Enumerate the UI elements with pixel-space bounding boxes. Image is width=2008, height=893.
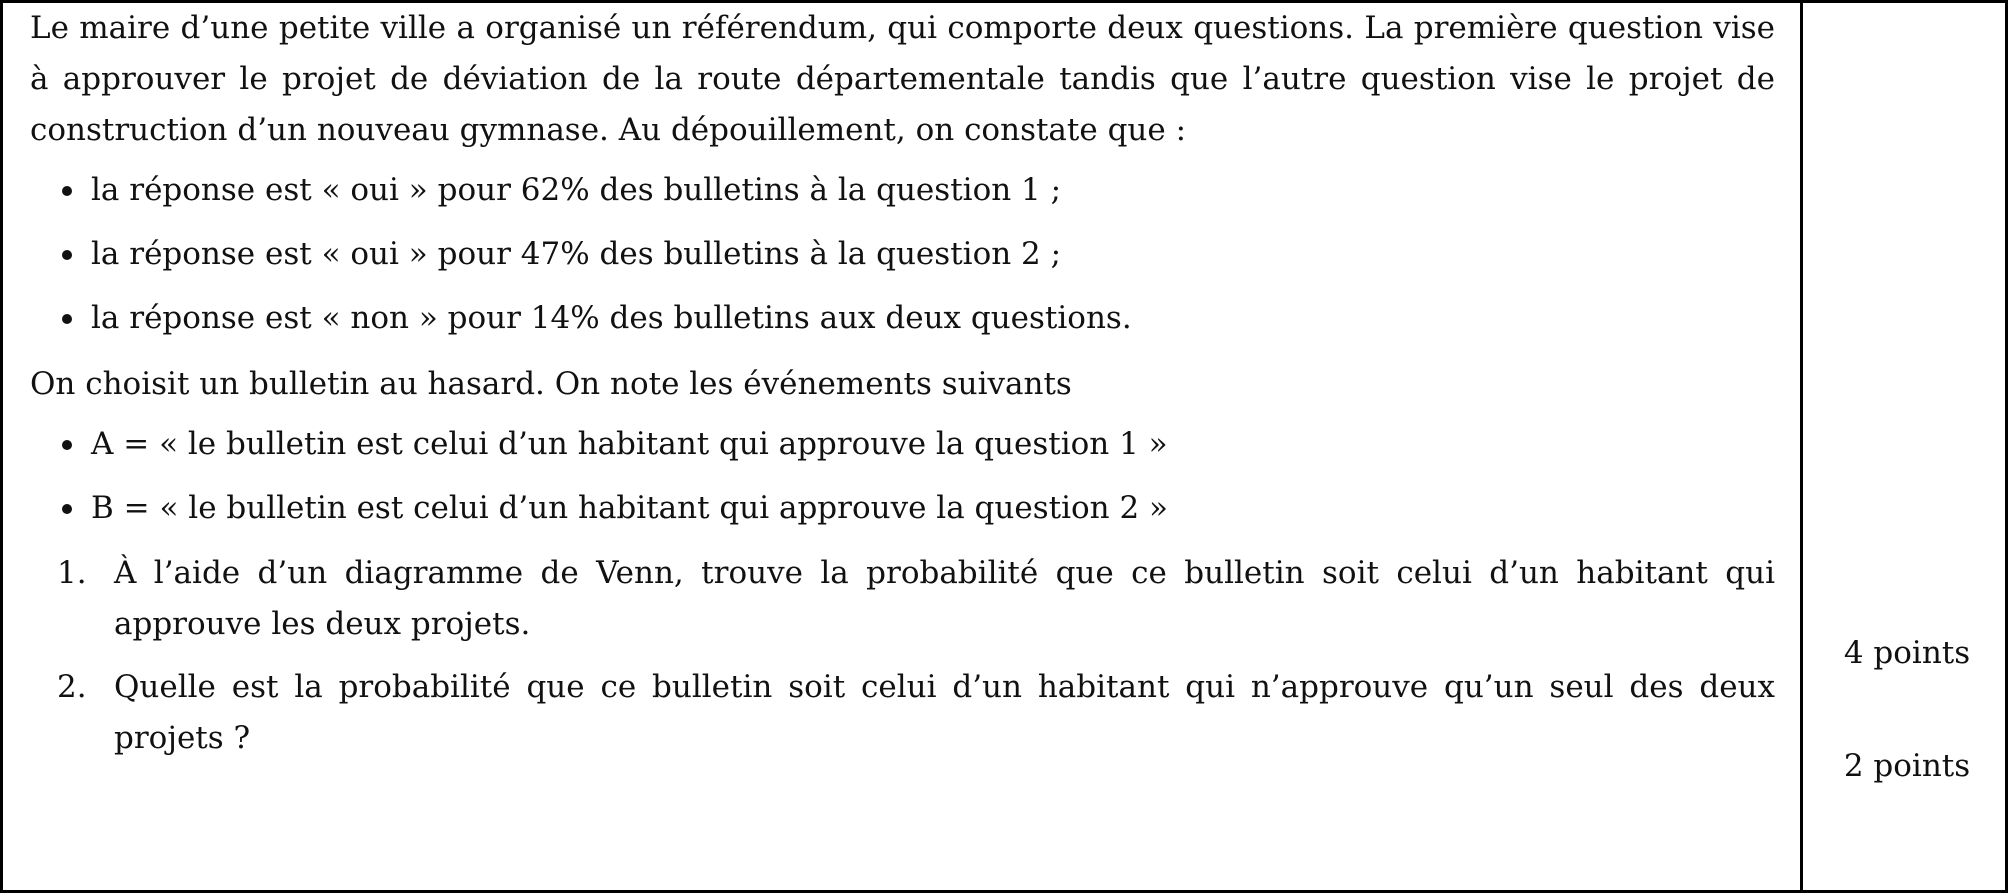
result-text: la réponse est « oui » pour 47% des bulletins à la question 2 ; [91, 236, 1062, 272]
choice-line: On choisit un bulletin au hasard. On note les événements suivants [30, 366, 1072, 402]
question-text: Quelle est la probabilité que ce bulletin soit celui d’un habitant qui n’approuve qu’un seul des deux projets ? [114, 669, 1775, 756]
question-item [30, 548, 1775, 650]
question-2-points: 2 points [1843, 748, 1971, 784]
results-list [30, 158, 1775, 350]
bullet-icon [62, 186, 72, 196]
result-text: la réponse est « non » pour 14% des bulletins aux deux questions. [91, 300, 1132, 336]
question-item [30, 662, 1775, 764]
exercise-text-column [30, 3, 1775, 764]
list-item [91, 222, 1775, 286]
list-item [91, 286, 1775, 350]
list-item [91, 412, 1775, 476]
list-item [91, 158, 1775, 222]
intro-paragraph: Le maire d’une petite ville a organisé un référendum, qui comporte deux questions. La première question vise à approuver le projet de déviation de la route départementale tandis que l’autre question vise le projet de construction d’un nouveau gymnase. Au dépouillement, on constate que : [30, 10, 1775, 148]
question-number: 1. [57, 555, 87, 591]
question-text: À l’aide d’un diagramme de Venn, trouve la probabilité que ce bulletin soit celui d’un habitant qui approuve les deux projets. [114, 555, 1775, 642]
questions-list [30, 548, 1775, 764]
list-item [91, 476, 1775, 540]
result-text: la réponse est « oui » pour 62% des bulletins à la question 1 ; [91, 172, 1062, 208]
events-list [30, 412, 1775, 540]
bullet-icon [62, 314, 72, 324]
event-text: B = « le bulletin est celui d’un habitant qui approuve la question 2 » [91, 490, 1169, 526]
question-1-points: 4 points [1843, 635, 1971, 671]
bullet-icon [62, 504, 72, 514]
bullet-icon [62, 440, 72, 450]
question-number: 2. [57, 669, 87, 705]
bullet-icon [62, 250, 72, 260]
event-text: A = « le bulletin est celui d’un habitant qui approuve la question 1 » [91, 426, 1168, 462]
